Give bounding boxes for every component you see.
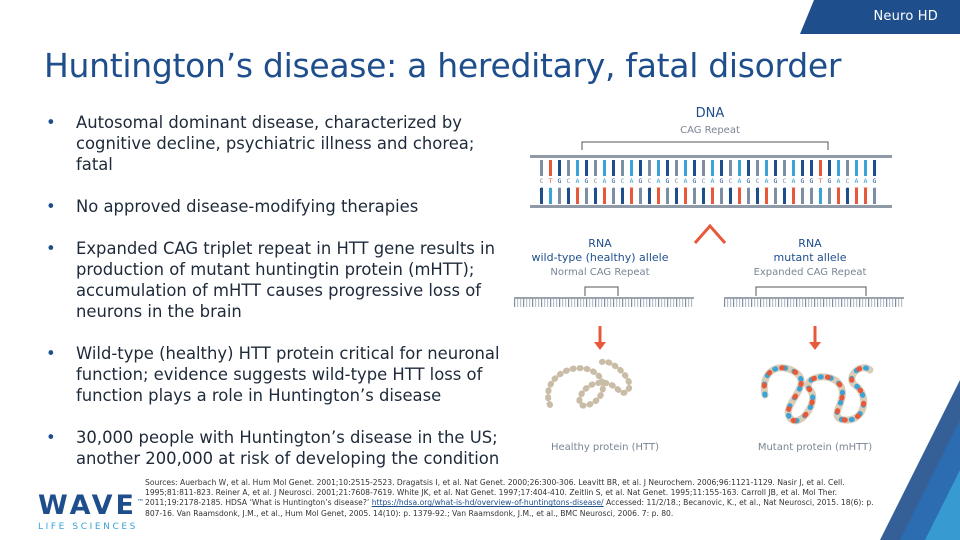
rna-base-tick: [589, 299, 590, 307]
base-pair-bar: [549, 160, 552, 176]
rna-base-tick: [607, 299, 608, 307]
corner-decoration: [880, 380, 960, 540]
rna-base-tick: [631, 299, 632, 307]
base-letter: C: [872, 186, 877, 194]
base-pair-bar: [630, 160, 633, 176]
rna-base-tick: [556, 299, 557, 307]
rna-base-tick: [760, 299, 761, 307]
base-letter: A: [575, 177, 580, 185]
rna-base-tick: [592, 299, 593, 307]
dna-sequence-top: [540, 177, 877, 185]
base-letter: G: [557, 177, 562, 185]
base-letter: T: [737, 186, 742, 194]
page-title: Huntington’s disease: a hereditary, fatal disorder: [44, 46, 842, 85]
rna-base-tick: [772, 299, 773, 307]
logo-subtitle: LIFE SCIENCES: [38, 522, 138, 532]
rna-strip-left: [514, 297, 694, 299]
rna-base-tick: [766, 299, 767, 307]
base-letter: T: [836, 186, 841, 194]
base-letter: G: [845, 186, 850, 194]
bullet-item: [44, 196, 514, 217]
base-pair-bar: [729, 160, 732, 176]
rna-base-tick: [580, 299, 581, 307]
rna-base-tick: [799, 299, 800, 307]
rna-base-tick: [679, 299, 680, 307]
base-letter: G: [773, 177, 778, 185]
base-letter: G: [674, 186, 679, 194]
rna-base-tick: [889, 299, 890, 307]
base-letter: G: [566, 186, 571, 194]
rna-base-tick: [877, 299, 878, 307]
rna-base-tick: [583, 299, 584, 307]
rna-base-tick: [637, 299, 638, 307]
base-letter: G: [665, 177, 670, 185]
rna-left-title: RNA: [588, 237, 612, 250]
base-pair-bar: [720, 160, 723, 176]
logo-trademark: ™: [136, 498, 144, 506]
rna-base-tick: [670, 299, 671, 307]
rna-base-tick: [646, 299, 647, 307]
sources-footnote: [145, 478, 880, 519]
rna-base-tick: [757, 299, 758, 307]
rna-base-tick: [793, 299, 794, 307]
rna-base-tick: [535, 299, 536, 307]
base-letter: G: [611, 177, 616, 185]
base-letter: C: [746, 186, 751, 194]
rna-base-tick: [682, 299, 683, 307]
base-letter: A: [737, 177, 742, 185]
rna-base-tick: [526, 299, 527, 307]
bullet-item: [44, 238, 514, 322]
rna-base-tick: [664, 299, 665, 307]
diagram-graphics: [510, 100, 910, 470]
logo-wordmark: [38, 488, 144, 520]
rna-base-tick: [748, 299, 749, 307]
base-letter: T: [791, 186, 796, 194]
rna-right-bases: [724, 299, 902, 307]
rna-base-tick: [808, 299, 809, 307]
bullet-icon: •: [46, 197, 56, 216]
bullet-text: Expanded CAG triplet repeat in HTT gene results in production of mutant huntingtin protein (mHTT); accumulation of mHTT causes progressive loss of neurons in the brain: [76, 239, 495, 321]
base-pair-bar: [702, 160, 705, 176]
base-pair-bar: [684, 160, 687, 176]
base-letter: C: [800, 186, 805, 194]
base-pair-bar: [540, 160, 543, 176]
base-letter: C: [584, 186, 589, 194]
bullet-text: 30,000 people with Huntington’s disease in the US; another 200,000 at risk of developing the condition: [76, 428, 500, 468]
base-pair-bar: [819, 160, 822, 176]
base-letter: C: [773, 186, 778, 194]
base-pair-bar: [612, 160, 615, 176]
base-pair-bar: [675, 160, 678, 176]
base-pair-bar: [801, 160, 804, 176]
rna-base-tick: [802, 299, 803, 307]
rna-base-tick: [562, 299, 563, 307]
base-letter: T: [575, 186, 580, 194]
base-letter: G: [746, 177, 751, 185]
base-letter: C: [638, 186, 643, 194]
base-pair-bar: [558, 160, 561, 176]
base-letter: G: [782, 186, 787, 194]
bullet-text: Autosomal dominant disease, characterized by cognitive decline, psychiatric illness and chorea; fatal: [76, 113, 475, 174]
rna-base-tick: [874, 299, 875, 307]
rna-base-tick: [652, 299, 653, 307]
base-letter: A: [764, 177, 769, 185]
rna-base-tick: [751, 299, 752, 307]
base-letter: A: [854, 177, 859, 185]
rna-left-subtitle: wild-type (healthy) allele: [531, 251, 669, 264]
rna-base-tick: [823, 299, 824, 307]
split-arrow-icon: [695, 226, 725, 243]
base-letter: C: [539, 177, 544, 185]
rna-base-tick: [898, 299, 899, 307]
base-letter: A: [818, 186, 823, 194]
rna-left-bases: [514, 299, 692, 307]
rna-base-tick: [727, 299, 728, 307]
rna-base-tick: [826, 299, 827, 307]
rna-base-tick: [853, 299, 854, 307]
base-letter: C: [620, 177, 625, 185]
rna-right-note: Expanded CAG Repeat: [753, 267, 867, 278]
base-letter: T: [854, 186, 859, 194]
rna-base-tick: [769, 299, 770, 307]
base-letter: G: [638, 177, 643, 185]
base-pair-bar: [837, 160, 840, 176]
rna-base-tick: [514, 299, 515, 307]
base-letter: C: [809, 186, 814, 194]
rna-base-tick: [892, 299, 893, 307]
rna-base-tick: [655, 299, 656, 307]
dna-sequence-bottom: [540, 186, 877, 194]
rna-base-tick: [601, 299, 602, 307]
rna-base-tick: [805, 299, 806, 307]
down-arrow-left-icon: [594, 326, 606, 350]
base-letter: G: [584, 177, 589, 185]
base-pair-bar: [738, 160, 741, 176]
base-letter: G: [539, 186, 544, 194]
rna-left-note: Normal CAG Repeat: [550, 267, 650, 278]
rna-base-tick: [616, 299, 617, 307]
rna-base-tick: [619, 299, 620, 307]
rna-base-tick: [742, 299, 743, 307]
wave-logo: [38, 488, 144, 532]
base-letter: G: [809, 177, 814, 185]
base-pair-bar: [846, 160, 849, 176]
base-pair-bar: [621, 160, 624, 176]
base-pair-bar: [585, 160, 588, 176]
base-letter: C: [827, 186, 832, 194]
rna-base-tick: [820, 299, 821, 307]
rna-base-tick: [796, 299, 797, 307]
rna-base-tick: [733, 299, 734, 307]
base-letter: T: [863, 186, 868, 194]
dna-base-pairs: [540, 160, 876, 204]
rna-base-tick: [613, 299, 614, 307]
base-letter: G: [719, 177, 724, 185]
base-pair-bar: [873, 160, 876, 176]
base-letter: A: [548, 186, 553, 194]
base-letter: G: [692, 177, 697, 185]
rna-base-tick: [661, 299, 662, 307]
base-letter: G: [872, 177, 877, 185]
base-letter: C: [566, 177, 571, 185]
rna-base-tick: [685, 299, 686, 307]
rna-base-tick: [550, 299, 551, 307]
base-pair-bar: [756, 160, 759, 176]
rna-base-tick: [730, 299, 731, 307]
rna-base-tick: [568, 299, 569, 307]
rna-base-tick: [817, 299, 818, 307]
bullet-item: [44, 427, 514, 469]
rna-right-title: RNA: [798, 237, 822, 250]
bullet-list: [44, 112, 514, 490]
base-pair-bar: [603, 160, 606, 176]
rna-base-tick: [628, 299, 629, 307]
cag-bracket: [582, 142, 828, 150]
bullet-text: No approved disease-modifying therapies: [76, 197, 419, 216]
base-letter: C: [665, 186, 670, 194]
rna-base-tick: [880, 299, 881, 307]
rna-base-tick: [598, 299, 599, 307]
bullet-item: [44, 112, 514, 175]
base-letter: T: [818, 177, 823, 185]
base-letter: C: [557, 186, 562, 194]
rna-base-tick: [859, 299, 860, 307]
rna-base-tick: [886, 299, 887, 307]
logo-word: WAVE: [38, 490, 137, 521]
rna-base-tick: [553, 299, 554, 307]
base-letter: A: [656, 177, 661, 185]
dna-label: DNA: [695, 106, 725, 121]
base-letter: G: [755, 186, 760, 194]
rna-base-tick: [541, 299, 542, 307]
base-letter: T: [764, 186, 769, 194]
base-letter: G: [827, 177, 832, 185]
rna-base-tick: [736, 299, 737, 307]
dna-to-protein-diagram: [510, 100, 910, 470]
rna-base-tick: [850, 299, 851, 307]
base-letter: C: [692, 186, 697, 194]
base-pair-bar: [576, 160, 579, 176]
down-arrow-right-icon: [809, 326, 821, 350]
rna-base-tick: [856, 299, 857, 307]
rna-strip-right: [724, 297, 904, 299]
rna-base-tick: [529, 299, 530, 307]
normal-repeat-bracket: [585, 287, 618, 296]
rna-base-tick: [835, 299, 836, 307]
rna-base-tick: [763, 299, 764, 307]
base-letter: A: [602, 177, 607, 185]
bullet-icon: •: [46, 344, 56, 363]
rna-base-tick: [559, 299, 560, 307]
rna-base-tick: [868, 299, 869, 307]
base-letter: T: [548, 177, 553, 185]
base-pair-bar: [810, 160, 813, 176]
rna-base-tick: [547, 299, 548, 307]
base-letter: C: [674, 177, 679, 185]
rna-base-tick: [739, 299, 740, 307]
rna-base-tick: [667, 299, 668, 307]
rna-base-tick: [538, 299, 539, 307]
bullet-item: [44, 343, 514, 406]
rna-base-tick: [847, 299, 848, 307]
base-letter: A: [791, 177, 796, 185]
base-pair-bar: [828, 160, 831, 176]
rna-base-tick: [865, 299, 866, 307]
rna-base-tick: [577, 299, 578, 307]
rna-base-tick: [790, 299, 791, 307]
base-letter: T: [656, 186, 661, 194]
rna-base-tick: [775, 299, 776, 307]
expanded-repeat-bracket: [756, 287, 866, 296]
rna-base-tick: [586, 299, 587, 307]
base-pair-bar: [711, 160, 714, 176]
base-pair-bar: [747, 160, 750, 176]
rna-base-tick: [688, 299, 689, 307]
rna-base-tick: [634, 299, 635, 307]
base-pair-bar: [567, 160, 570, 176]
base-letter: C: [701, 177, 706, 185]
rna-base-tick: [754, 299, 755, 307]
base-letter: C: [611, 186, 616, 194]
mutant-protein-backbone: [764, 368, 870, 421]
rna-base-tick: [724, 299, 725, 307]
base-letter: C: [782, 177, 787, 185]
section-tag-label: Neuro HD: [873, 9, 938, 24]
cag-repeat-label: CAG Repeat: [680, 125, 740, 136]
rna-base-tick: [622, 299, 623, 307]
rna-base-tick: [643, 299, 644, 307]
base-pair-bar: [639, 160, 642, 176]
rna-base-tick: [838, 299, 839, 307]
base-letter: C: [719, 186, 724, 194]
rna-base-tick: [832, 299, 833, 307]
rna-base-tick: [604, 299, 605, 307]
base-letter: G: [800, 177, 805, 185]
base-pair-bar: [855, 160, 858, 176]
protein-left-label: Healthy protein (HTT): [550, 442, 660, 453]
dna-rail-bottom: [530, 205, 892, 208]
base-letter: G: [701, 186, 706, 194]
dna-rail-top: [530, 155, 892, 158]
bullet-text: Wild-type (healthy) HTT protein critical for neuronal function; evidence suggests wild-type HTT loss of function plays a role in Huntington’s disease: [76, 344, 500, 405]
rna-base-tick: [811, 299, 812, 307]
base-pair-bar: [783, 160, 786, 176]
rna-base-tick: [649, 299, 650, 307]
protein-right-label: Mutant protein (mHTT): [757, 442, 873, 453]
base-letter: T: [602, 186, 607, 194]
rna-base-tick: [841, 299, 842, 307]
sources-text-end: Accessed: 11/2/18.; Becanovic, K., et al., Nat Neurosci, 2015. 18(6): p. 807-16. Van Raamsdonk, J.M., et al., Hum Mol Genet, 2005. 14(10): p. 1379-92.; Van Raamsdonk, J.M., et al., BMC Neurosci, 2006. 7: p. 80.: [145, 498, 874, 518]
rna-base-tick: [844, 299, 845, 307]
base-pair-bar: [648, 160, 651, 176]
rna-base-tick: [565, 299, 566, 307]
bullet-icon: •: [46, 113, 56, 132]
rna-base-tick: [571, 299, 572, 307]
base-letter: G: [647, 186, 652, 194]
rna-base-tick: [829, 299, 830, 307]
rna-base-tick: [520, 299, 521, 307]
base-letter: A: [836, 177, 841, 185]
rna-base-tick: [640, 299, 641, 307]
healthy-protein-chain: [548, 362, 629, 406]
rna-base-tick: [532, 299, 533, 307]
rna-base-tick: [523, 299, 524, 307]
sources-text: Sources: Auerbach W, et al. Hum Mol Genet. 2001;10:2515-2523. Dragatsis I, et al. Nat Genet. 2000;26:300-306. Leavitt BR, et al. J Neurochem. 2006;96:1121-1129. Nasir J, et al. Cell. 1995;81:811-823. Reiner A, et al. J Neurosci. 2001;21:7608-7619. White JK, et al. Nat Genet. 1997;17:404-410. Zeitlin S, et al. Nat Genet. 1995;11:155-163. Carroll JB, et al. Mol Ther. 2011;19:2178-2185. HDSA ‘What is Huntington’s disease?’: [145, 478, 845, 508]
rna-base-tick: [901, 299, 902, 307]
rna-base-tick: [610, 299, 611, 307]
rna-base-tick: [625, 299, 626, 307]
rna-base-tick: [778, 299, 779, 307]
rna-right-subtitle: mutant allele: [773, 251, 847, 264]
base-pair-bar: [594, 160, 597, 176]
hdsa-link[interactable]: https://hdsa.org/what-is-hd/overview-of-huntingtons-disease/: [371, 498, 604, 508]
bullet-icon: •: [46, 239, 56, 258]
base-letter: C: [647, 177, 652, 185]
rna-base-tick: [574, 299, 575, 307]
base-letter: T: [629, 186, 634, 194]
base-letter: T: [710, 186, 715, 194]
base-letter: G: [728, 186, 733, 194]
bullet-icon: •: [46, 428, 56, 447]
rna-base-tick: [544, 299, 545, 307]
rna-base-tick: [787, 299, 788, 307]
base-pair-bar: [774, 160, 777, 176]
rna-base-tick: [883, 299, 884, 307]
base-pair-bar: [765, 160, 768, 176]
base-letter: C: [845, 177, 850, 185]
base-letter: A: [629, 177, 634, 185]
rna-base-tick: [895, 299, 896, 307]
rna-base-tick: [691, 299, 692, 307]
base-pair-bar: [792, 160, 795, 176]
base-letter: G: [593, 186, 598, 194]
rna-base-tick: [676, 299, 677, 307]
base-letter: C: [728, 177, 733, 185]
base-letter: G: [620, 186, 625, 194]
base-pair-bar: [693, 160, 696, 176]
base-letter: A: [710, 177, 715, 185]
base-letter: A: [683, 177, 688, 185]
base-letter: T: [683, 186, 688, 194]
rna-base-tick: [781, 299, 782, 307]
rna-base-tick: [871, 299, 872, 307]
rna-base-tick: [814, 299, 815, 307]
rna-base-tick: [784, 299, 785, 307]
base-letter: C: [593, 177, 598, 185]
base-letter: A: [863, 177, 868, 185]
rna-base-tick: [517, 299, 518, 307]
base-pair-bar: [666, 160, 669, 176]
rna-base-tick: [745, 299, 746, 307]
base-letter: C: [755, 177, 760, 185]
rna-base-tick: [673, 299, 674, 307]
base-pair-bar: [657, 160, 660, 176]
rna-base-tick: [595, 299, 596, 307]
rna-base-tick: [658, 299, 659, 307]
base-pair-bar: [864, 160, 867, 176]
rna-base-tick: [862, 299, 863, 307]
